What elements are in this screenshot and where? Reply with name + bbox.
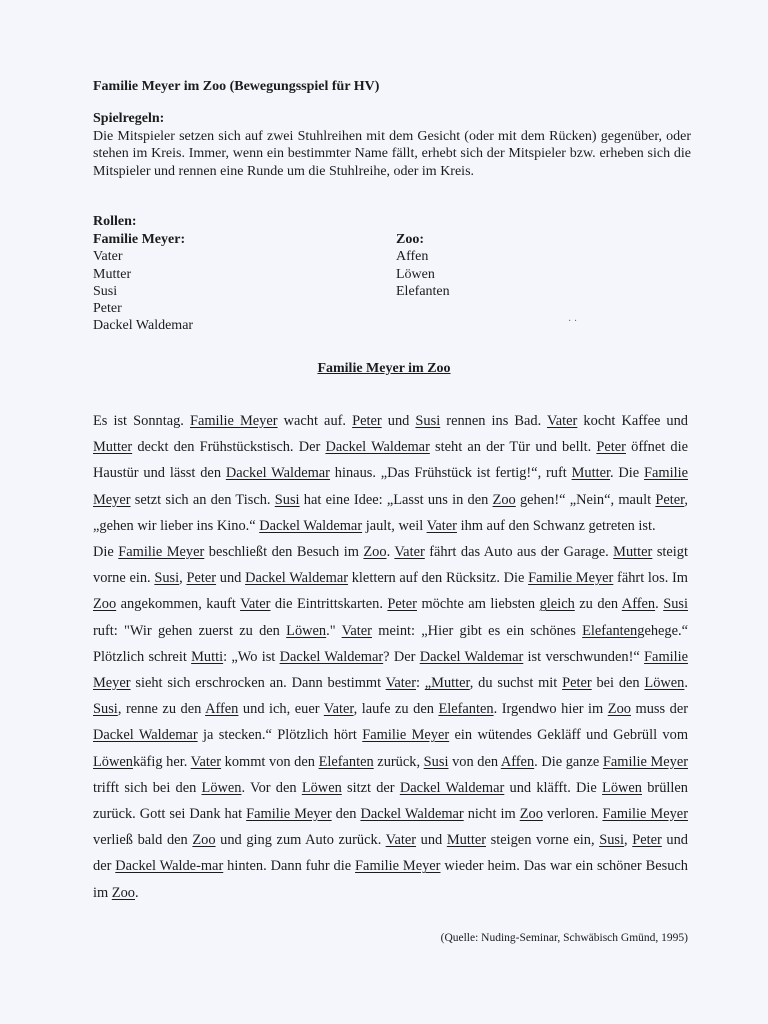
role-name: Vater — [426, 517, 457, 534]
role-name: Löwen — [301, 779, 342, 796]
role-name: Zoo — [111, 884, 135, 901]
role-item: Dackel Waldemar — [93, 318, 194, 334]
roles-heading: Rollen: — [93, 214, 137, 229]
role-name: Mutter — [446, 832, 487, 849]
role-name: Zoo — [192, 832, 216, 849]
role-name: Vater — [546, 413, 578, 429]
role-name: Vater — [190, 753, 222, 770]
role-name: Dackel Walde-mar — [115, 858, 224, 875]
role-name: Susi — [154, 570, 180, 587]
role-name: Mutter — [613, 544, 653, 561]
role-name: Familie Meyer — [118, 544, 205, 561]
role-item: Vater — [93, 249, 123, 265]
role-name: Susi — [663, 596, 689, 613]
story-text — [93, 408, 688, 906]
role-name: Vater — [385, 675, 416, 692]
role-name: Dackel Waldemar — [245, 570, 349, 587]
role-item: Elefanten — [396, 283, 450, 299]
role-item: Susi — [93, 283, 118, 299]
role-name: Löwen — [93, 753, 133, 770]
role-name: Susi — [93, 701, 118, 718]
rules-text: Die Mitspieler setzen sich auf zwei Stuhlreihen mit dem Gesicht (oder mit dem Rücken) gegenüber, oder stehen im Kreis. Immer, wenn ein bestimmter Name fällt, erhebt sich der Mitspieler bzw. erheben sich die Mitspieler und rennen eine Runde um die Stuhlreihe, oder im Kreis. — [93, 129, 691, 179]
role-name: Vater — [385, 832, 417, 849]
role-name: Familie Meyer — [355, 858, 441, 875]
rules-heading: Spielregeln: — [93, 111, 165, 126]
role-name: Löwen — [602, 779, 643, 796]
role-name: Vater — [341, 622, 372, 639]
role-name: Peter — [352, 413, 382, 429]
role-name: Familie Meyer — [93, 648, 689, 692]
role-name: Elefanten — [582, 622, 638, 639]
role-name: „Mutter — [424, 675, 470, 692]
role-name: Zoo — [363, 544, 387, 561]
story-title: Familie Meyer im Zoo — [317, 361, 451, 376]
family-heading: Familie Meyer: — [93, 232, 186, 247]
role-name: Peter — [562, 675, 592, 692]
role-item: Peter — [93, 301, 122, 317]
role-name: Susi — [415, 413, 441, 429]
role-name: Familie Meyer — [246, 806, 332, 823]
role-name: Familie Meyer — [93, 465, 688, 508]
role-name: Familie Meyer — [602, 806, 688, 823]
document-title: Familie Meyer im Zoo (Bewegungsspiel für HV) — [93, 79, 380, 94]
role-name: Löwen — [286, 622, 327, 639]
story-paragraph: Es ist Sonntag. Familie Meyer wacht auf. Peter und Susi rennen ins Bad. Vater kocht Kaffee und Mutter deckt den Frühstückstisch. Der Dackel Waldemar steht an der Tür und bellt. Peter öffnet die Haustür und lässt den Dackel Waldemar hinaus. „Das Frühstück ist fertig!“, ruft Mutter. Die Familie Meyer setzt sich an den Tisch. Susi hat eine Idee: „Lasst uns in den Zoo gehen!“ „Nein“, mault Peter, „gehen wir lieber ins Kino.“ Dackel Waldemar jault, weil Vater ihm auf den Schwanz getreten ist. — [93, 413, 689, 534]
story-paragraph: Die Familie Meyer beschließt den Besuch im Zoo. Vater fährt das Auto aus der Garage. Mutter steigt vorne ein. Susi, Peter und Dackel Waldemar klettern auf den Rücksitz. Die Familie Meyer fährt los. Im Zoo angekommen, kauft Vater die Eintrittskarten. Peter möchte am liebsten gleich zu den Affen. Susi ruft: "Wir gehen zuerst zu den Löwen." Vater meint: „Hier gibt es ein schönes Elefantengehege.“ Plötzlich schreit Mutti: „Wo ist Dackel Waldemar? Der Dackel Waldemar ist verschwunden!“ Familie Meyer sieht sich erschrocken an. Dann bestimmt Vater: „Mutter, du suchst mit Peter bei den Löwen. Susi, renne zu den Affen und ich, euer Vater, laufe zu den Elefanten. Irgendwo hier im Zoo muss der Dackel Waldemar ja stecken.“ Plötzlich hört Familie Meyer ein wütendes Gekläff und Gebrüll vom Löwenkäfig her. Vater kommt von den Elefanten zurück, Susi von den Affen. Die ganze Familie Meyer trifft sich bei den Löwen. Vor den Löwen sitzt der Dackel Waldemar und kläfft. Die Löwen brüllen zurück. Gott sei Dank hat Familie Meyer den Dackel Waldemar nicht im Zoo verloren. Familie Meyer verließ bald den Zoo und ging zum Auto zurück. Vater und Mutter steigen vorne ein, Susi, Peter und der Dackel Walde-mar hinten. Dann fuhr die Familie Meyer wieder heim. Das war ein schöner Besuch im Zoo. — [93, 544, 689, 901]
role-name: Peter — [186, 570, 217, 587]
role-name: Familie Meyer — [528, 570, 614, 587]
zoo-heading: Zoo: — [396, 232, 424, 247]
source-citation: (Quelle: Nuding-Seminar, Schwäbisch Gmünd, 1995) — [440, 932, 688, 944]
role-name: Dackel Waldemar — [399, 779, 505, 796]
role-name: Dackel Waldemar — [360, 806, 464, 823]
role-name: Dackel Waldemar — [93, 727, 198, 744]
role-name: Vater — [323, 701, 354, 718]
role-name: Peter — [596, 439, 626, 456]
role-name: Dackel Waldemar — [279, 648, 384, 665]
role-name: Susi — [599, 832, 624, 849]
role-name: Dackel Waldemar — [325, 439, 430, 456]
role-name: Zoo — [519, 806, 543, 823]
role-name: Löwen — [644, 675, 685, 692]
role-name: Peter — [655, 491, 685, 508]
role-name: Zoo — [492, 491, 516, 508]
role-name: Zoo — [93, 596, 117, 613]
role-name: Susi — [274, 491, 300, 508]
role-name: Vater — [394, 544, 425, 561]
role-name: Familie Meyer — [602, 753, 689, 770]
role-name: Peter — [632, 832, 662, 849]
role-name: Familie Meyer — [189, 413, 278, 429]
family-roles-list — [93, 231, 193, 335]
role-name: Zoo — [607, 701, 631, 718]
role-name: Dackel Waldemar — [259, 517, 363, 534]
role-name: Familie Meyer — [362, 727, 450, 744]
role-name: Elefanten — [318, 753, 374, 770]
scan-speck: · · — [568, 316, 578, 327]
role-name: Mutti — [191, 648, 224, 665]
role-name: Affen — [621, 596, 656, 613]
role-name: Löwen — [201, 779, 242, 796]
role-item: Affen — [396, 249, 429, 265]
role-name: Dackel Waldemar — [419, 648, 524, 665]
role-item: Löwen — [396, 266, 435, 282]
role-item: Mutter — [93, 266, 132, 282]
role-name: Mutter — [571, 465, 610, 482]
role-name: Elefanten — [438, 701, 494, 718]
role-name: Vater — [240, 596, 271, 613]
role-name: Dackel Waldemar — [225, 465, 330, 482]
role-name: Affen — [205, 701, 239, 718]
role-name: Affen — [500, 753, 535, 770]
zoo-roles-list — [396, 231, 450, 300]
role-name: Peter — [387, 596, 417, 613]
role-name: Susi — [423, 753, 449, 770]
role-name: gleich — [539, 596, 575, 613]
role-name: Mutter — [93, 439, 133, 456]
